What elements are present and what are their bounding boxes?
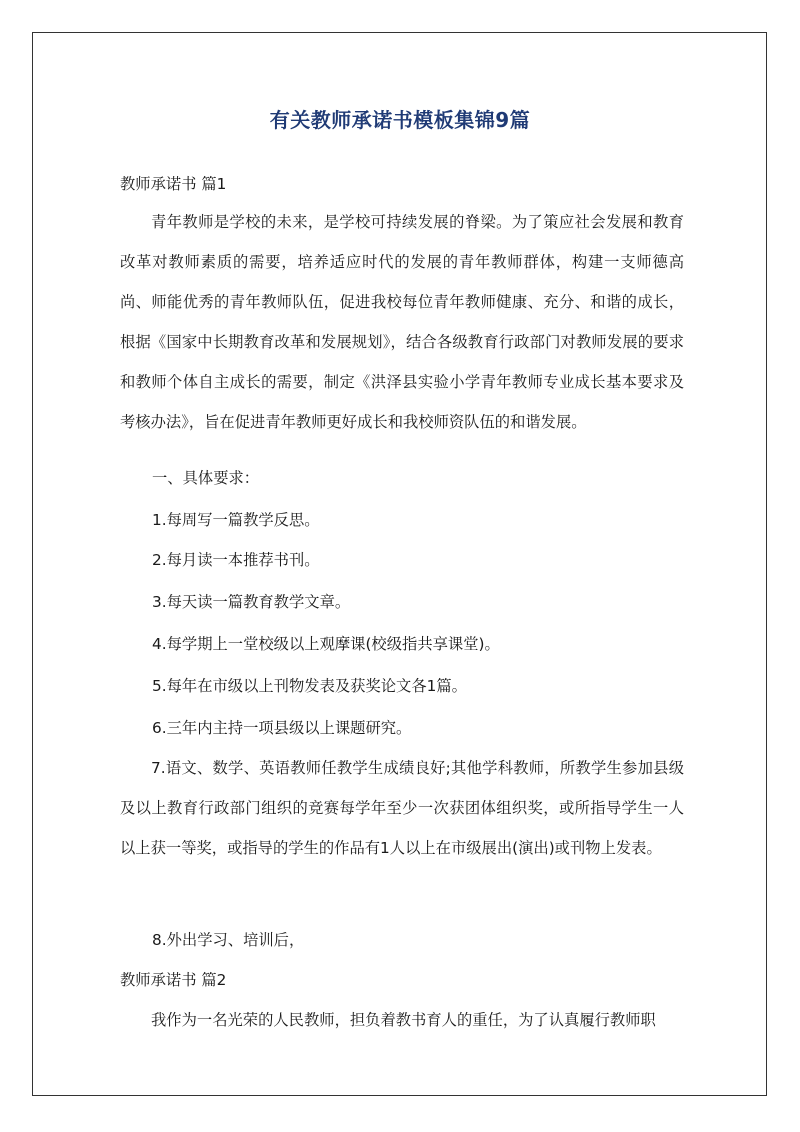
document-title: 有关教师承诺书模板集锦9篇 — [269, 108, 531, 132]
list-item: 6.三年内主持一项县级以上课题研究。 — [152, 719, 412, 737]
list-item: 5.每年在市级以上刊物发表及获奖论文各1篇。 — [152, 677, 467, 695]
list-item-8: 8.外出学习、培训后， — [152, 931, 305, 949]
section-heading-2: 教师承诺书 篇2 — [120, 971, 227, 989]
list-item: 3.每天读一篇教育教学文章。 — [152, 593, 351, 611]
section-heading-1: 教师承诺书 篇1 — [120, 175, 227, 193]
paragraph-intro-1: 青年教师是学校的未来，是学校可持续发展的脊梁。为了策应社会发展和教育改革对教师素质的需要，培养适应时代的发展的青年教师群体，构建一支师德高尚、师能优秀的青年教师队伍，促进我校每位青年教师健康、充分、和谐的成长，根据《国家中长期教育改革和发展规划》，结合各级教育行政部门对教师发展的要求和教师个体自主成长的需要，制定《洪泽县实验小学青年教师专业成长基本要求及考核办法》，旨在促进青年教师更好成长和我校师资队伍的和谐发展。 — [120, 213, 684, 431]
list-item: 4.每学期上一堂校级以上观摩课(校级指共享课堂)。 — [152, 635, 500, 653]
list-item-7: 7.语文、数学、英语教师任教学生成绩良好;其他学科教师，所教学生参加县级及以上教育行政部门组织的竞赛每学年至少一次获团体组织奖，或所指导学生一人以上获一等奖，或指导的学生的作品有1人以上在市级展出(演出)或刊物上发表。 — [120, 759, 684, 857]
list-item: 2.每月读一本推荐书刊。 — [152, 551, 320, 569]
paragraph-intro-2: 我作为一名光荣的人民教师，担负着教书育人的重任，为了认真履行教师职 — [151, 1011, 656, 1029]
list-item: 1.每周写一篇教学反思。 — [152, 511, 320, 529]
requirements-heading: 一、具体要求： — [152, 469, 260, 487]
